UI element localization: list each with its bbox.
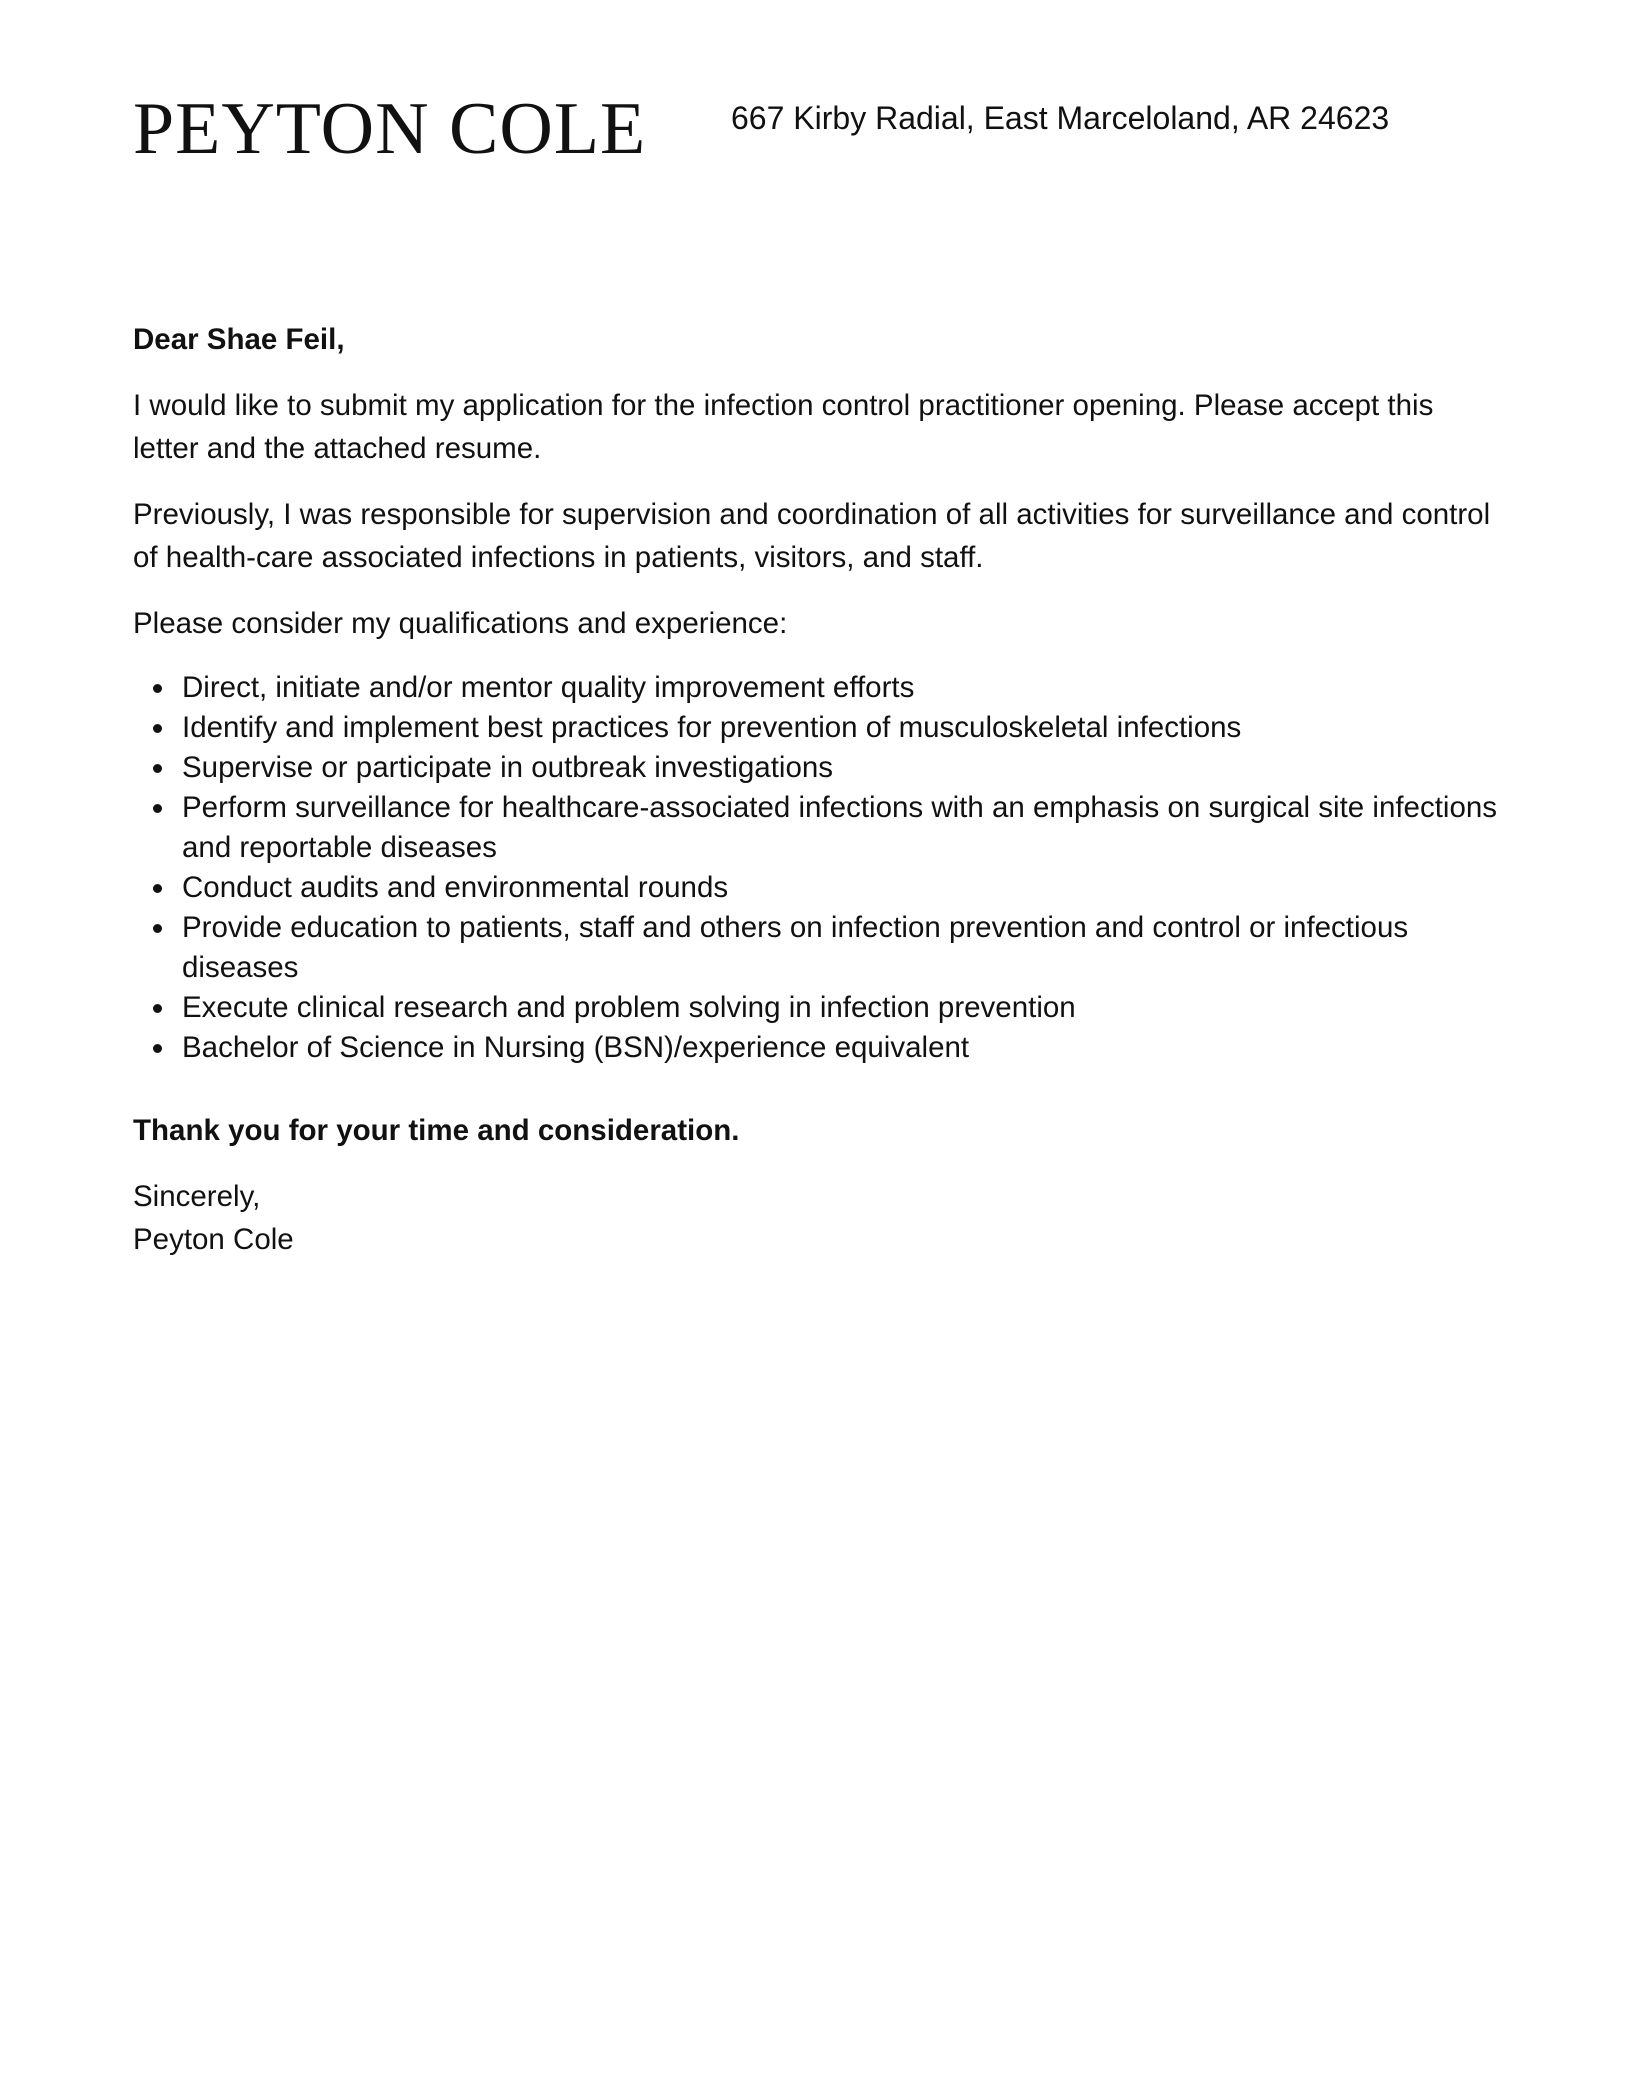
applicant-name: PEYTON COLE xyxy=(133,88,647,170)
qualifications-list xyxy=(133,668,1503,1068)
list-item-text: Provide education to patients, staff and others on infection prevention and control or infectious diseases xyxy=(182,911,1409,984)
list-item-text: Identify and implement best practices for prevention of musculoskeletal infections xyxy=(182,711,1242,744)
bullet-icon xyxy=(153,1044,162,1053)
list-item xyxy=(182,708,1503,748)
bullet-icon xyxy=(153,884,162,893)
bullet-icon xyxy=(153,1004,162,1013)
letter-body xyxy=(133,318,1503,1261)
bullet-icon xyxy=(153,684,162,693)
list-item xyxy=(182,1028,1503,1068)
list-item xyxy=(182,988,1503,1028)
paragraph-qualifications-lead: Please consider my qualifications and experience: xyxy=(133,607,788,640)
closing-line: Thank you for your time and consideration. xyxy=(133,1114,740,1147)
paragraph-intro: I would like to submit my application for the infection control practitioner opening. Please accept this letter and the attached resume. xyxy=(133,389,1434,465)
list-item xyxy=(182,788,1503,868)
bullet-icon xyxy=(153,764,162,773)
bullet-icon xyxy=(153,724,162,733)
list-item xyxy=(182,868,1503,908)
list-item xyxy=(182,668,1503,708)
signature-name: Peyton Cole xyxy=(133,1223,294,1256)
list-item-text: Perform surveillance for healthcare-associated infections with an emphasis on surgical site infections and reportable diseases xyxy=(182,791,1498,864)
list-item xyxy=(182,748,1503,788)
signoff: Sincerely, xyxy=(133,1180,261,1213)
list-item-text: Conduct audits and environmental rounds xyxy=(182,871,729,904)
list-item-text: Direct, initiate and/or mentor quality improvement efforts xyxy=(182,671,915,704)
paragraph-experience: Previously, I was responsible for supervision and coordination of all activities for surveillance and control of health-care associated infections in patients, visitors, and staff. xyxy=(133,498,1491,574)
bullet-icon xyxy=(153,804,162,813)
salutation: Dear Shae Feil, xyxy=(133,323,345,356)
list-item-text: Bachelor of Science in Nursing (BSN)/experience equivalent xyxy=(182,1031,970,1064)
list-item xyxy=(182,908,1503,988)
bullet-icon xyxy=(153,924,162,933)
list-item-text: Execute clinical research and problem solving in infection prevention xyxy=(182,991,1076,1024)
letter-header xyxy=(133,84,1499,174)
applicant-address: 667 Kirby Radial, East Marceloland, AR 24623 xyxy=(731,100,1390,136)
list-item-text: Supervise or participate in outbreak investigations xyxy=(182,751,834,784)
